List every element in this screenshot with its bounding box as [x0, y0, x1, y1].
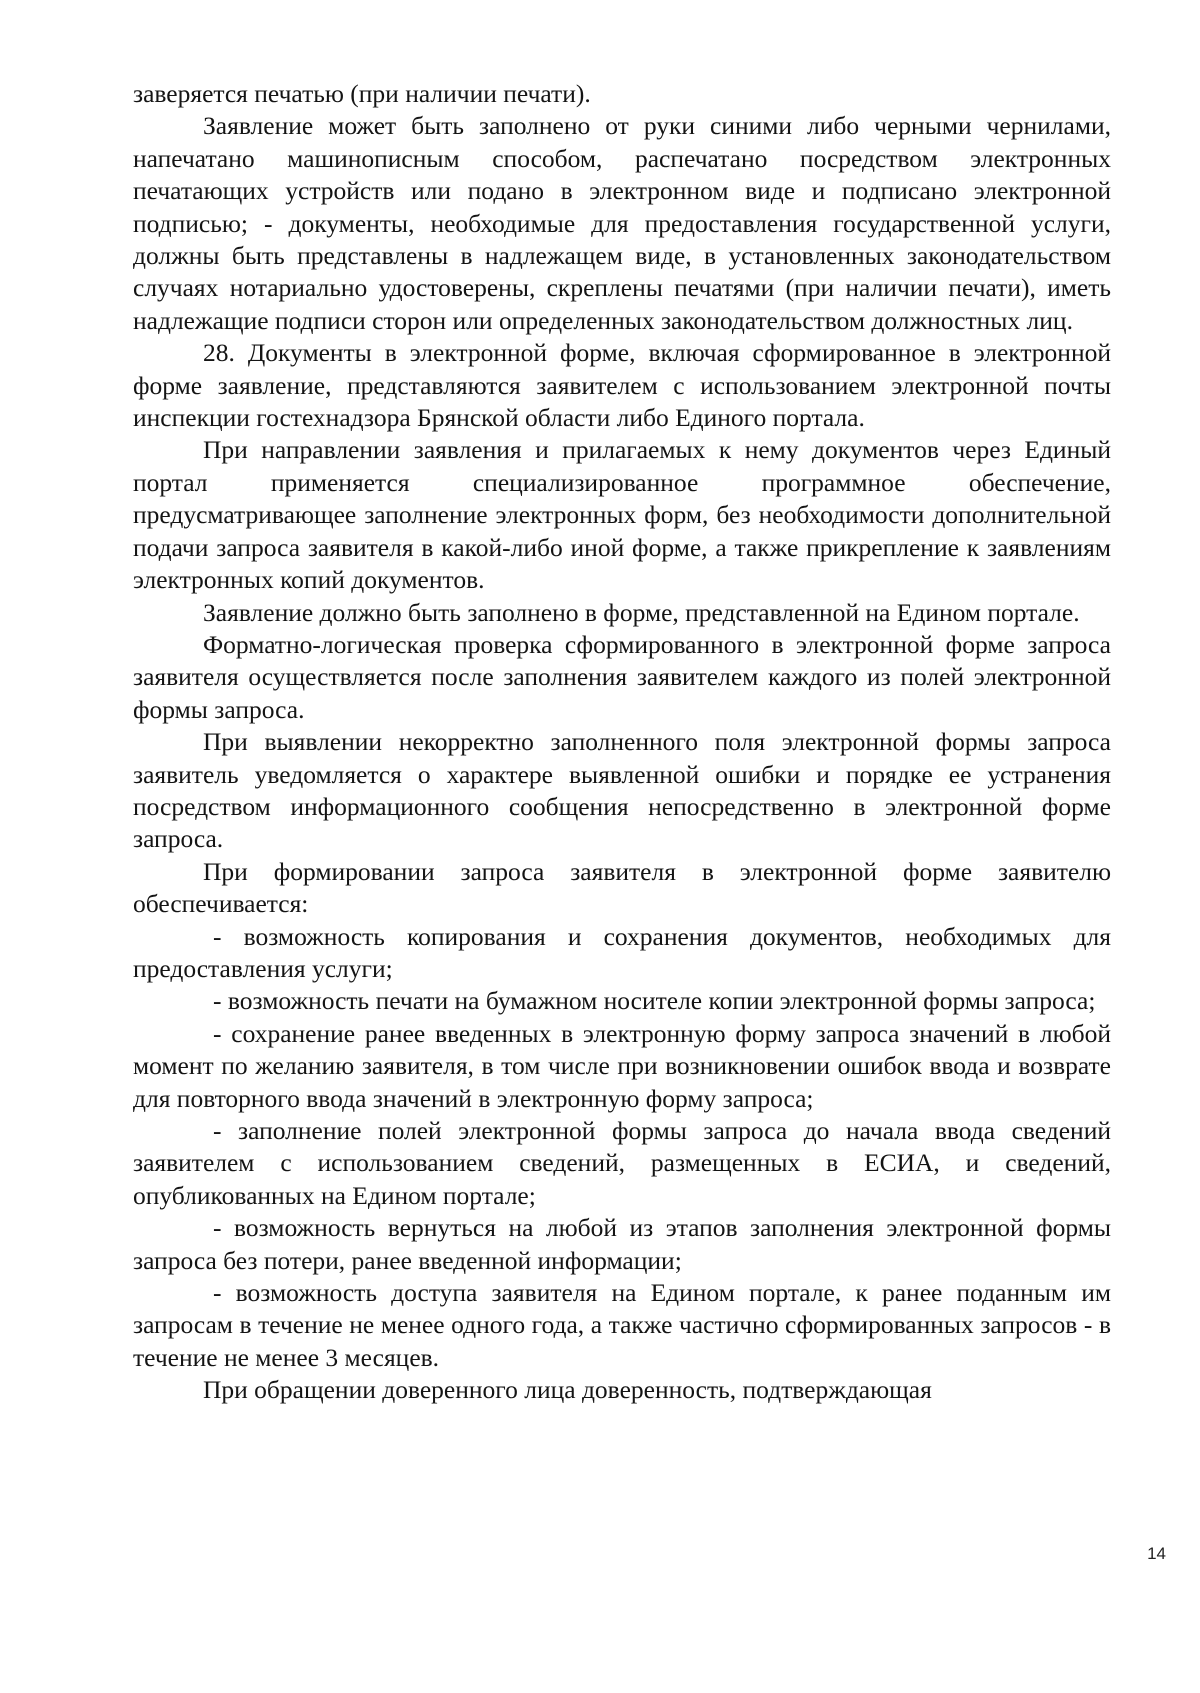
list-item-prefill-esia: - заполнение полей электронной формы запроса до начала ввода сведений заявителем с использованием сведений, размещенных в ЕСИА, и сведений, опубликованных на Едином портале;: [133, 1116, 1111, 1210]
list-item-copy-save: - возможность копирования и сохранения документов, необходимых для предоставления услуги;: [133, 921, 1111, 983]
paragraph-trusted-person: При обращении доверенного лица доверенность, подтверждающая: [203, 1375, 932, 1405]
page-number: 14: [1147, 1544, 1166, 1563]
document-body: [133, 78, 1111, 1407]
list-item-save-values: - сохранение ранее введенных в электронную форму запроса значений в любой момент по желанию заявителя, в том числе при возникновении ошибок ввода и возврате для повторного ввода значений в электронную форму запроса;: [133, 1018, 1111, 1113]
list-item-return-step: - возможность вернуться на любой из этапов заполнения электронной формы запроса без потери, ранее введенной информации;: [133, 1213, 1111, 1275]
paragraph-application-filling: Заявление может быть заполнено от руки синими либо черными чернилами, напечатано машинописным способом, распечатано посредством электронных печатающих устройств или подано в электронном виде и подписано электронной подписью; - документы, необходимые для предоставления государственной услуги, должны быть представлены в надлежащем виде, в установленных законодательством случаях нотариально удостоверены, скреплены печатями (при наличии печати), иметь надлежащие подписи сторон или определенных законодательством должностных лиц.: [133, 111, 1111, 335]
paragraph-portal-submission: При направлении заявления и прилагаемых к нему документов через Единый портал применяется специализированное программное обеспечение, предусматривающее заполнение электронных форм, без необходимости дополнительной подачи запроса заявителя в какой-либо иной форме, а также прикрепление к заявлениям электронных копий документов.: [133, 435, 1111, 595]
paragraph-error-notification: При выявлении некорректно заполненного поля электронной формы запроса заявитель уведомляется о характере выявленной ошибки и порядке ее устранения посредством информационного сообщения непосредственно в электронной форме запроса.: [133, 727, 1111, 854]
list-item-print: - возможность печати на бумажном носителе копии электронной формы запроса;: [213, 986, 1096, 1016]
paragraph-portal-form: Заявление должно быть заполнено в форме, представленной на Едином портале.: [203, 597, 1080, 627]
paragraph-continuation: заверяется печатью (при наличии печати).: [133, 79, 591, 108]
paragraph-28-electronic-documents: 28. Документы в электронной форме, включая сформированное в электронной форме заявление, представляются заявителем с использованием электронной почты инспекции гостехнадзора Брянской области либо Единого портала.: [133, 338, 1111, 433]
paragraph-provisions-intro: При формировании запроса заявителя в электронной форме заявителю обеспечивается:: [133, 856, 1111, 919]
list-item-access-requests: - возможность доступа заявителя на Едином портале, к ранее поданным им запросам в течение не менее одного года, а также частично сформированных запросов - в течение не менее 3 месяцев.: [133, 1278, 1111, 1372]
paragraph-format-check: Форматно-логическая проверка сформированного в электронной форме запроса заявителя осуществляется после заполнения заявителем каждого из полей электронной формы запроса.: [133, 629, 1111, 724]
